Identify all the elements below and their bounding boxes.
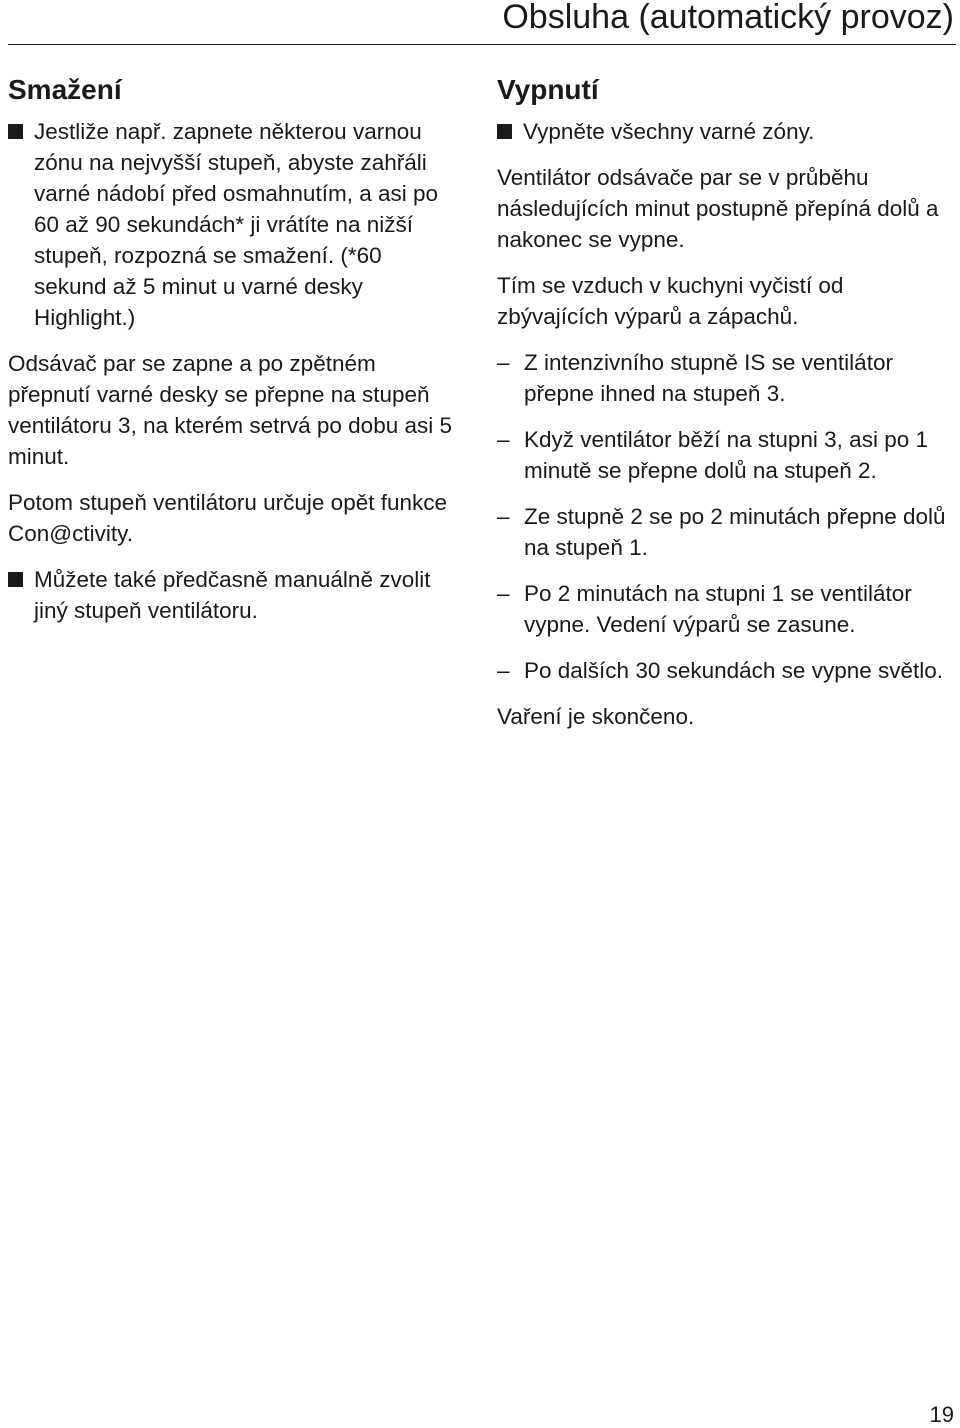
dash-item-text: Když ventilátor běží na stupni 3, asi po 1 minutě se přepne dolů na stupeň 2. [524,427,928,483]
dash-bullet-icon: – [497,658,510,683]
page-number: 19 [929,1402,954,1427]
page-header-title: Obsluha (automatický provoz) [502,0,954,36]
dash-item-text: Z intenzivního stupně IS se ventilátor přepne ihned na stupeň 3. [524,350,893,406]
bullet-item-muzete [8,564,460,626]
dash-bullet-icon: – [497,427,510,452]
section-heading-smazeni: Smažení [8,74,122,105]
dash-item-text: Ze stupně 2 se po 2 minutách přepne dolů na stupeň 1. [524,504,946,560]
bullet-text: Jestliže např. zapnete některou varnou zónu na nejvyšší stupeň, abyste zahřáli varné nádobí před osmahnutím, a asi po 60 až 90 sekundách* ji vrátíte na nižší stupeň, rozpozná se smažení. (*60 sekund až 5 minut u varné desky Highlight.) [34,119,439,330]
bullet-text: Vypněte všechny varné zóny. [523,119,815,144]
right-column [497,72,957,747]
dash-item [497,347,957,409]
bullet-item-vypnete [497,116,957,147]
dash-item [497,655,957,686]
dash-item [497,501,957,563]
dash-item [497,578,957,640]
paragraph-ventilator: Ventilátor odsávače par se v průběhu následujících minut postupně přepíná dolů a nakonec se vypne. [497,165,939,252]
dash-item [497,424,957,486]
dash-item-text: Po 2 minutách na stupni 1 se ventilátor vypne. Vedení výparů se zasune. [524,581,912,637]
paragraph-tim-se: Tím se vzduch v kuchyni vyčistí od zbývajících výparů a zápachů. [497,273,844,329]
square-bullet-icon [8,124,23,139]
bullet-text: Můžete také předčasně manuálně zvolit jiný stupeň ventilátoru. [34,567,431,623]
paragraph-vareni-skonceno: Vaření je skončeno. [497,704,695,729]
paragraph-potom: Potom stupeň ventilátoru určuje opět funkce Con@ctivity. [8,490,448,546]
left-column [8,72,460,641]
dash-bullet-icon: – [497,350,510,375]
square-bullet-icon [8,572,23,587]
dash-bullet-icon: – [497,504,510,529]
section-heading-vypnuti: Vypnutí [497,74,599,105]
bullet-item-jestlize [8,116,460,333]
square-bullet-icon [497,124,512,139]
paragraph-odsavac: Odsávač par se zapne a po zpětném přepnutí varné desky se přepne na stupeň ventilátoru 3, na kterém setrvá po dobu asi 5 minut. [8,351,453,469]
dash-item-text: Po dalších 30 sekundách se vypne světlo. [524,658,944,683]
header-divider [8,44,956,45]
dash-bullet-icon: – [497,581,510,606]
